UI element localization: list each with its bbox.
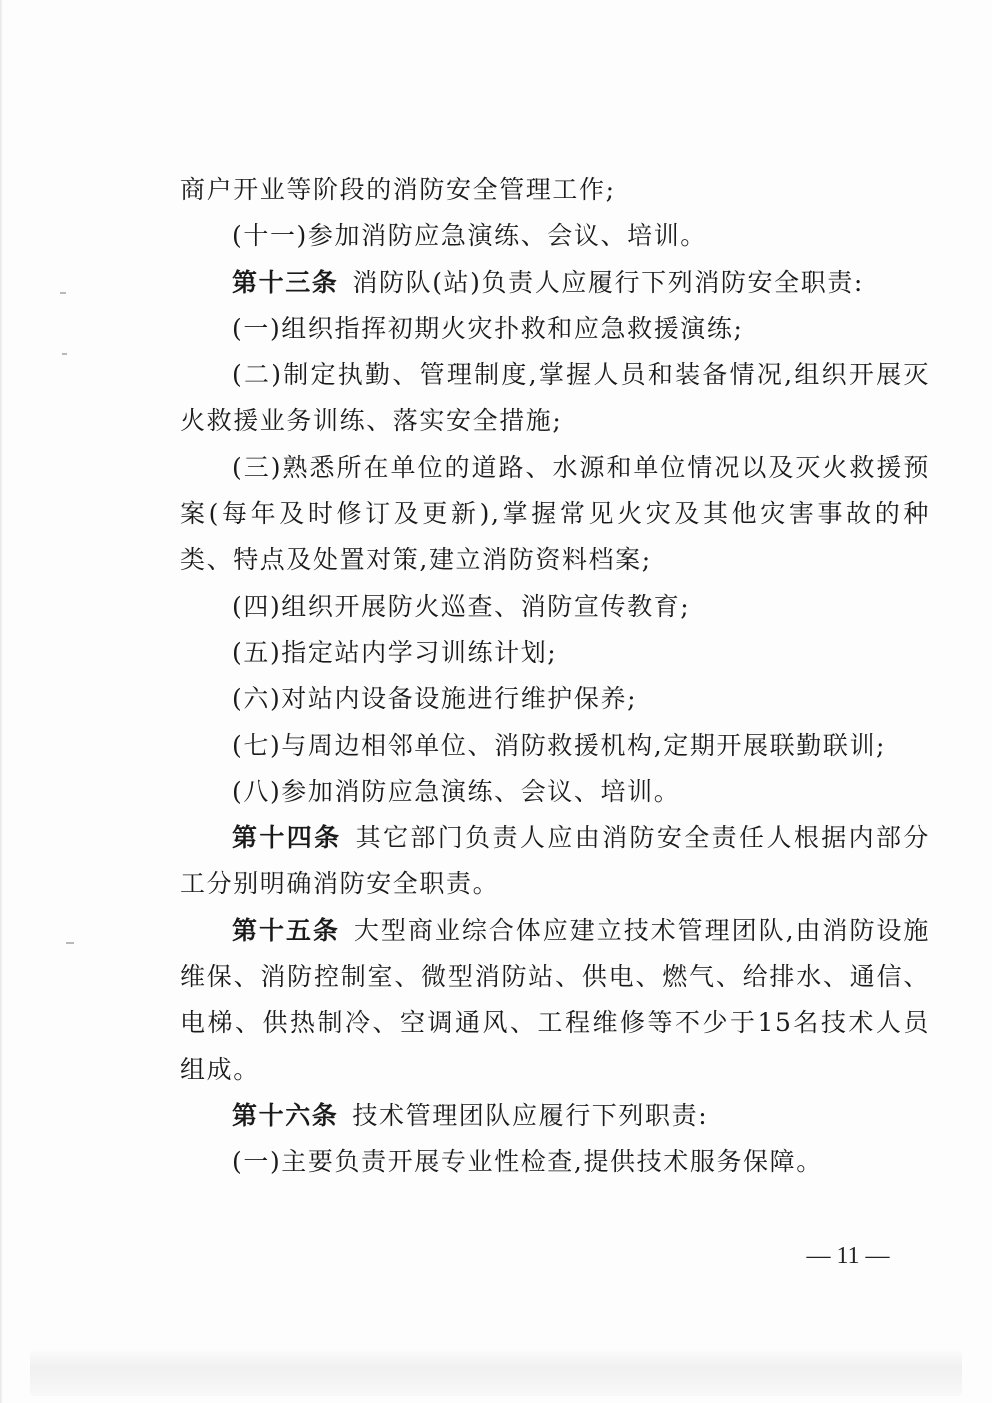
scan-mark <box>62 353 67 355</box>
list-item <box>180 630 930 676</box>
paragraph-text: 技术管理团队应履行下列职责: <box>352 1100 709 1130</box>
scan-mark <box>66 942 74 944</box>
list-item <box>180 306 930 352</box>
list-item <box>180 769 930 815</box>
paragraph-continuation <box>180 167 930 213</box>
article-number: 第十六条 <box>232 1100 339 1130</box>
paragraph-text: (一)主要负责开展专业性检查,提供技术服务保障。 <box>232 1147 823 1177</box>
article-paragraph <box>180 815 930 908</box>
list-item <box>180 1139 930 1185</box>
scan-edge <box>0 0 3 1403</box>
paragraph-text: (五)指定站内学习训练计划; <box>232 637 558 667</box>
paragraph-text: (七)与周边相邻单位、消防救援机构,定期开展联勤联训; <box>232 730 887 760</box>
list-item <box>180 213 930 259</box>
list-item <box>180 445 930 584</box>
paragraph-text: (六)对站内设备设施进行维护保养; <box>232 684 638 714</box>
article-paragraph <box>180 1093 930 1139</box>
article-number: 第十五条 <box>232 915 340 945</box>
list-item <box>180 352 930 445</box>
list-item <box>180 584 930 630</box>
list-item <box>180 676 930 722</box>
paragraph-text: 商户开业等阶段的消防安全管理工作; <box>180 175 616 204</box>
document-body <box>180 167 930 1186</box>
paragraph-text: (四)组织开展防火巡查、消防宣传教育; <box>232 591 691 621</box>
paragraph-text: 大型商业综合体应建立技术管理团队,由消防设施维保、消防控制室、微型消防站、供电、燃气、给排水、通信、电梯、供热制冷、空调通风、工程维修等不少于15名技术人员组成。 <box>180 915 930 1084</box>
scan-mark <box>60 292 66 294</box>
paragraph-text: (一)组织指挥初期火灾扑救和应急救援演练; <box>232 313 744 343</box>
article-number: 第十四条 <box>232 823 342 853</box>
paragraph-text: 消防队(站)负责人应履行下列消防安全职责: <box>352 267 864 297</box>
list-item <box>180 723 930 769</box>
page-number: — 11 — <box>806 1243 890 1269</box>
paragraph-text: (八)参加消防应急演练、会议、培训。 <box>232 776 681 806</box>
article-number: 第十三条 <box>232 267 339 297</box>
paragraph-text: (三)熟悉所在单位的道路、水源和单位情况以及灭火救援预案(每年及时修订及更新),掌握常见火灾及其他灾害事故的种类、特点及处置对策,建立消防资料档案; <box>180 452 930 575</box>
paragraph-text: (十一)参加消防应急演练、会议、培训。 <box>232 221 707 251</box>
paragraph-text: 其它部门负责人应由消防安全责任人根据内部分工分别明确消防安全职责。 <box>180 823 931 899</box>
scan-shadow <box>30 1348 962 1396</box>
paragraph-text: (二)制定执勤、管理制度,掌握人员和装备情况,组织开展灭火救援业务训练、落实安全措施; <box>180 360 930 436</box>
article-paragraph <box>180 260 930 306</box>
article-paragraph <box>180 908 930 1093</box>
